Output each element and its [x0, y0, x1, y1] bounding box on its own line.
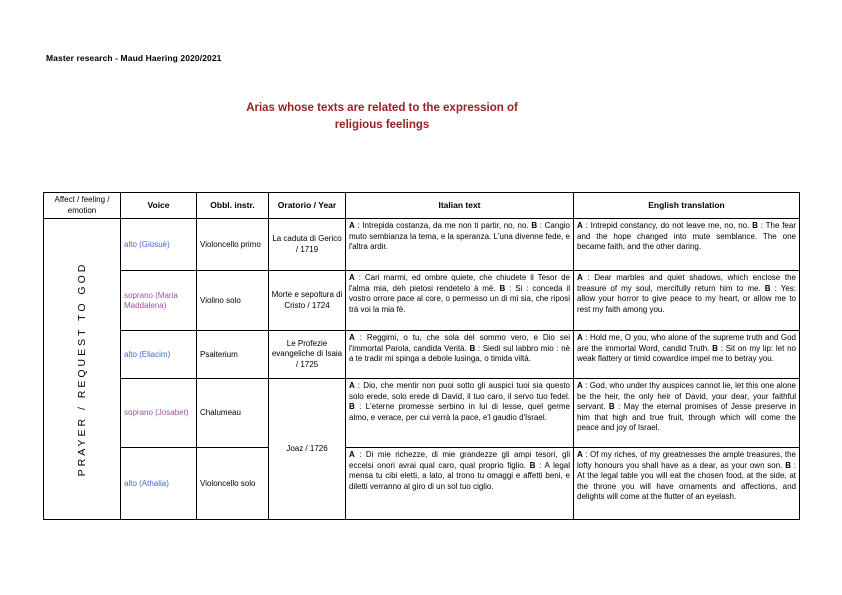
section-b-label: B	[785, 460, 791, 470]
column-header-instrument: Obbl. instr.	[197, 193, 269, 219]
section-a-text: : Hold me, O you, who alone of the supreme truth and God are the immortal Word, candid Truth.	[577, 333, 796, 353]
section-b-text: : Yes: allow your horror to give peace to my heart, or allow me to rest my faith among you.	[577, 283, 796, 314]
oratorio-cell: Morte e sepoltura di Cristo / 1724	[269, 271, 346, 331]
section-a-text: : Reggimi, o tu, che sola del sommo vero, e Dio sei l'immortal Parola, candida Verità.	[349, 333, 570, 353]
section-a-text: : Cari marmi, ed ombre quiete, che chiudete il Tesor de l'alma mia, deh pietosi rendetelo à mè.	[349, 273, 570, 293]
english-text-cell	[574, 331, 800, 379]
table-row	[44, 219, 800, 271]
section-a-text: : Intrepida costanza, da me non ti partir, no, no.	[354, 221, 532, 230]
section-a-label: A	[349, 450, 355, 459]
section-b-text: : A legal mensa tu cibi eletti, a lato, al trono tu omaggi e affetti beni, e diletti verranno al giro di un sol tuo ciglio.	[349, 460, 570, 491]
affect-category-cell	[44, 219, 121, 520]
voice-cell: alto (Athalia)	[121, 448, 197, 520]
column-header-oratorio: Oratorio / Year	[269, 193, 346, 219]
section-b-text: : May the eternal promises of Jesse preserve in him that high and true fruit, through which will come the peace and joy of Israel.	[577, 402, 796, 432]
section-a-label: A	[349, 333, 355, 342]
instrument-cell: Chalumeau	[197, 379, 269, 448]
voice-cell: soprano (Maria Maddalena)	[121, 271, 197, 331]
section-a-text: : Di mie richezze, di mie grandezze gli ampi tesori, gli eccelsi onori avrai qual caro, qual proprio figlio.	[349, 450, 570, 470]
italian-text-cell	[346, 379, 574, 448]
section-a-text: : God, who under thy auspices cannot lie, let this one alone be the heir, the only heir of David, your dear, your faithful servant.	[577, 381, 796, 411]
table-row	[44, 379, 800, 448]
instrument-cell: Violoncello solo	[197, 448, 269, 520]
english-text-cell	[574, 448, 800, 520]
table-row	[44, 271, 800, 331]
voice-cell: alto (Giosuè)	[121, 219, 197, 271]
section-a-label: A	[577, 273, 583, 282]
arias-table	[43, 192, 800, 520]
english-text-cell	[574, 379, 800, 448]
section-a-text: : Dio, che mentir non puoi sotto gli auspici tuoi sia questo solo erede, solo erede di David, il tuo caro, il servo tuo fedel.	[349, 381, 570, 401]
column-header-voice: Voice	[121, 193, 197, 219]
section-b-label: B	[764, 283, 771, 293]
column-header-italian: Italian text	[346, 193, 574, 219]
section-b-text: : Sit on my lip: let no weak flattery or timid cowardice impel me to betray you.	[577, 343, 797, 363]
oratorio-cell: La caduta di Gerico / 1719	[269, 219, 346, 271]
section-b-label: B	[499, 283, 506, 293]
section-a-label: A	[577, 333, 583, 342]
italian-text-cell	[346, 219, 574, 271]
section-b-label: B	[752, 221, 758, 230]
section-b-label: B	[349, 402, 355, 411]
english-text-cell	[574, 219, 800, 271]
section-a-label: A	[577, 221, 583, 230]
page-title-line-2: religious feelings	[334, 119, 430, 131]
oratorio-cell: Joaz / 1726	[269, 379, 346, 520]
section-a-label: A	[349, 221, 355, 230]
instrument-cell: Violino solo	[197, 271, 269, 331]
section-b-text: : Cangio muto sembianza la tema, e la speranza. L'una divenne fede, e l'altra ardir.	[349, 221, 570, 251]
italian-text-cell	[346, 331, 574, 379]
affect-category-label: PRAYER / REQUEST TO GOD	[76, 261, 88, 477]
section-b-text: : L'eterne promesse serbino in lui di Iesse, quel germe almo, e verace, per cui verrà la pace, e'l gaudio d'Israel.	[349, 402, 570, 422]
section-a-label: A	[349, 273, 355, 282]
instrument-cell: Psalterium	[197, 331, 269, 379]
section-b-label: B	[531, 221, 538, 230]
oratorio-cell: Le Profezie evangeliche di Isaia / 1725	[269, 331, 346, 379]
table-row	[44, 448, 800, 520]
italian-text-cell	[346, 271, 574, 331]
section-b-label: B	[608, 402, 615, 411]
voice-cell: soprano (Josabet)	[121, 379, 197, 448]
section-b-label: B	[529, 460, 536, 470]
document-header: Master research - Maud Haering 2020/2021	[46, 53, 222, 63]
column-header-english: English translation	[574, 193, 800, 219]
page-title-line-1: Arias whose texts are related to the expression of	[246, 102, 518, 114]
section-b-text: : Si : conceda il vostro orrore pace al core, o permesso un di mi sia, che riposi trà voi la mia fè.	[349, 283, 570, 314]
column-header-affect: Affect / feeling / emotion	[44, 193, 121, 219]
section-b-label: B	[712, 343, 718, 353]
section-a-label: A	[349, 381, 355, 390]
section-b-label: B	[469, 343, 476, 353]
section-a-label: A	[577, 450, 583, 459]
section-a-label: A	[577, 381, 583, 390]
section-b-text: : Siedi sul labbro mio : nè a te tradir mi spinga a debole lusinga, o timida viltà.	[349, 343, 571, 363]
table-header-row	[44, 193, 800, 219]
section-a-text: : Intrepid constancy, do not leave me, no, no.	[582, 221, 753, 230]
section-b-text: : The fear and the hope changed into mute semblance. The one became faith, and the other daring.	[577, 221, 796, 251]
italian-text-cell	[346, 448, 574, 520]
voice-cell: alto (Eliacim)	[121, 331, 197, 379]
table-row	[44, 331, 800, 379]
english-text-cell	[574, 271, 800, 331]
section-a-text: : Of my riches, of my greatnesses the ample treasures, the lofty honours you shall have as a dear, as your own son.	[577, 450, 796, 470]
instrument-cell: Violoncello primo	[197, 219, 269, 271]
section-a-text: : Dear marbles and quiet shadows, which enclose the treasure of my soul, mercifully return him to me.	[577, 273, 796, 293]
section-b-text: : At the legal table you will eat the chosen food, at the side, at the throne you will have ornaments and affections, and delights will come at the flutter of an eyelash.	[577, 460, 796, 501]
page-title	[121, 100, 643, 134]
